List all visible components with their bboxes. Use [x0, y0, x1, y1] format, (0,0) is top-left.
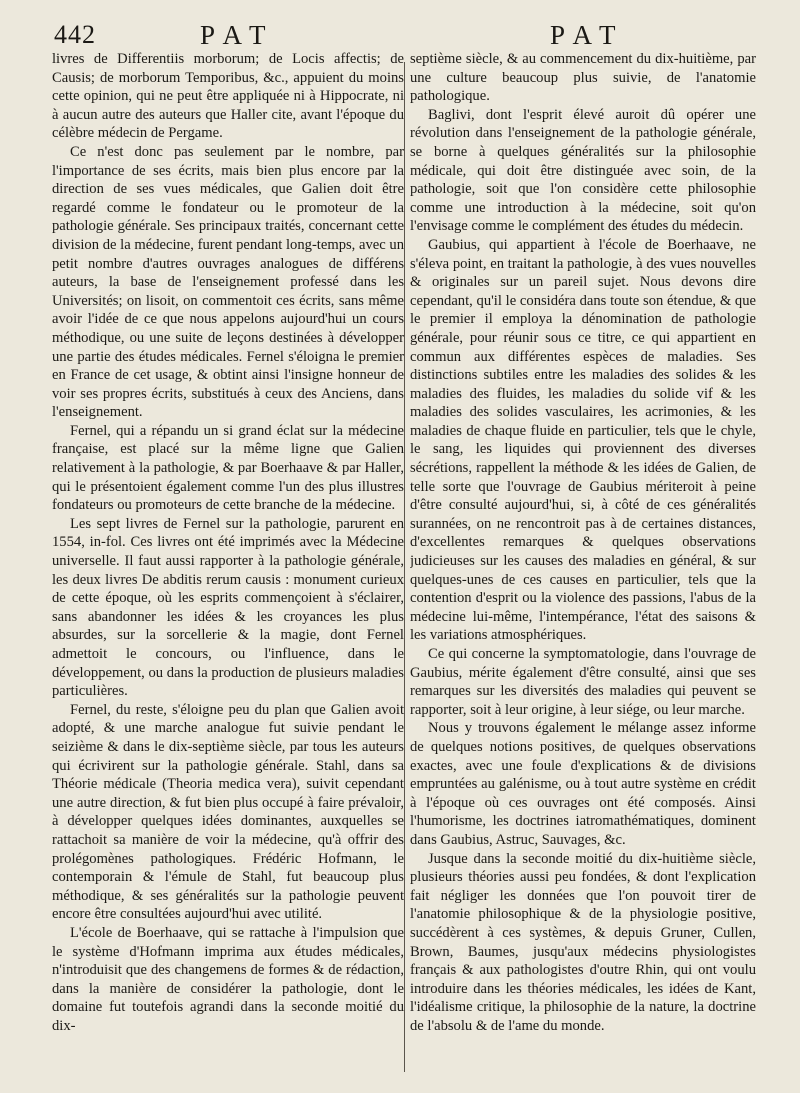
paragraph: Fernel, du reste, s'éloigne peu du plan que Galien avoit adopté, & une marche analogue fut suivie pendant le seizième & dans le dix-septième siècle, par tous les auteurs qui écrivirent sur la pathologie générale. Stahl, dans sa Théorie médicale (Theoria medica vera), suivit cependant une autre direction, & fut bien plus occupé à faire prévaloir, à développer quelques idées dominantes, auxquelles se rattachoit sa manière de voir la médecine, qu'à offrir des prolégomènes pathologiques. Frédéric Hofmann, le contemporain & l'émule de Stahl, fut beaucoup plus méthodique, & ses généralités sur la pathologie peuvent encore être consultées aujourd'hui avec utilité. — [52, 701, 404, 923]
running-head-right: PAT — [550, 20, 626, 50]
paragraph: Ce n'est donc pas seulement par le nombre, par l'importance de ses écrits, mais bien plus encore par la direction de ses vues médicales, que Galien doit être regardé comme le fondateur ou le promoteur de la pathologie générale. Ses principaux traités, concernant cette division de la médecine, furent pendant long-temps, avec un petit nombre d'autres ouvrages analogues de différens auteurs, la base de l'enseignement professé dans les Universités; on lisoit, on commentoit ces écrits, sans même avoir l'idée de ce que nous appelons aujourd'hui un cours méthodique, ou une suite de leçons destinées à développer une partie des études médicales. Fernel s'éloigna le premier en France de cet usage, & obtint ainsi l'insigne honneur de voir ses propres écrits, substitués à ceux des Anciens, dans l'enseignement. — [52, 143, 404, 421]
paragraph: Les sept livres de Fernel sur la pathologie, parurent en 1554, in-fol. Ces livres ont été imprimés avec la Médecine universelle. Il faut aussi rapporter à la pathologie générale, les deux livres De abditis rerum causis : monument curieux de cette époque, où les esprits commençoient à s'éclairer, sans abandonner les idées & les croyances les plus absurdes, sur la sorcellerie & la magie, dont Fernel admettoit le concours, ou l'influence, dans le développement, ou dans la production de plusieurs maladies particulières. — [52, 515, 404, 700]
paragraph: Jusque dans la seconde moitié du dix-huitième siècle, plusieurs théories aussi peu fondées, & dont l'explication fait négliger les données que l'on pouvoit tirer de l'anatomie philosophique & de la physiologie positive, succédèrent à ces systèmes, & depuis Gruner, Cullen, Brown, Baumes, jusqu'aux médecins physiologistes français & aux pathologistes d'outre Rhin, qui ont voulu introduire dans les théories médicales, les idées de Kant, l'idéalisme critique, la philosophie de la nature, la doctrine de l'absolu & de l'ame du monde. — [410, 850, 756, 1034]
running-header — [50, 18, 754, 52]
column-divider — [404, 62, 405, 1072]
page-number: 442 — [54, 20, 96, 49]
left-column — [52, 50, 404, 1060]
paragraph: Fernel, qui a répandu un si grand éclat sur la médecine française, est placé sur la même ligne que Galien relativement à la pathologie, & par Boerhaave & par Haller, qui le présentoient également comme l'un des plus illustres fondateurs ou promoteurs de cette branche de la médecine. — [52, 422, 404, 514]
paragraph: L'école de Boerhaave, qui se rattache à l'impulsion que le système d'Hofmann imprima aux études médicales, n'introduisit que des changemens de formes & de rédaction, dans la manière de considérer la pathologie, dont le domaine fut toutefois agrandi dans la seconde moitié du dix- — [52, 924, 404, 1034]
paragraph: Baglivi, dont l'esprit élevé auroit dû opérer une révolution dans l'enseignement de la pathologie générale, se borne à quelques généralités sur la philosophie médicale, qui doit être distinguée avec soin, de la pathologie, soit que l'on considère cette philosophie comme une introduction à la médecine, soit qu'on l'envisage comme le complément des études du médecin. — [410, 106, 756, 235]
paragraph: Ce qui concerne la symptomatologie, dans l'ouvrage de Gaubius, mérite également d'être consulté, ainsi que ses remarques sur les diversités des maladies qui peuvent se rapporter, soit à leur origine, à leur siége, ou leur marche. — [410, 646, 756, 718]
paragraph: Nous y trouvons également le mélange assez informe de quelques notions positives, de quelques observations exactes, avec une foule d'explications & de divisions empruntées au galénisme, ou à tout autre système en crédit à l'époque où ces ouvrages ont été composés. Ainsi l'humorisme, les doctrines iatromathématiques, dominent dans Gaubius, Astruc, Sauvages, &c. — [410, 720, 756, 848]
paragraph: Gaubius, qui appartient à l'école de Boerhaave, ne s'éleva point, en traitant la pathologie, à des vues nouvelles & originales sur un pareil sujet. Nous devons dire cependant, qu'il le considéra dans toute son étendue, & que le premier il employa la dénomination de pathologie générale, pour réunir sous ce titre, ce qui appartient en commun aux différentes espèces de maladies. Ses distinctions subtiles entre les maladies des solides & les maladies des fluides, les maladies du solide vif & les maladies des solides vasculaires, les acrimonies, & les maladies de chaque fluide en particulier, tels que le chyle, le sang, les liquides qui proviennent des diverses sécrétions, rappellent la méthode & les idées de Galien, de telle sorte que l'ouvrage de Gaubius mériteroit à peine d'être consulté aujourd'hui, si, à côté de ces généralités surannées, on ne rencontroit pas à de certaines distances, d'excellentes remarques & quelques observations judicieuses sur les causes des maladies en général, & sur quelques-unes de ces causes en particulier, tels que la contention d'esprit ou la violence des passions, l'abus de la médecine lui-même, l'intempérance, l'état des saisons & les variations atmosphériques. — [410, 236, 756, 644]
paragraph: septième siècle, & au commencement du dix-huitième, par une culture beaucoup plus suivie, de l'anatomie pathologique. — [410, 51, 756, 105]
paragraph: livres de Differentiis morborum; de Locis affectis; de Causis; de morborum Temporibus, &c., appuient du moins cette opinion, qui ne peut être appliquée ni à Hippocrate, ni à aucun autre des auteurs que Haller cite, avant l'époque du célèbre médecin de Pergame. — [52, 51, 404, 142]
running-head-left: PAT — [200, 20, 276, 50]
right-column — [410, 50, 756, 1060]
